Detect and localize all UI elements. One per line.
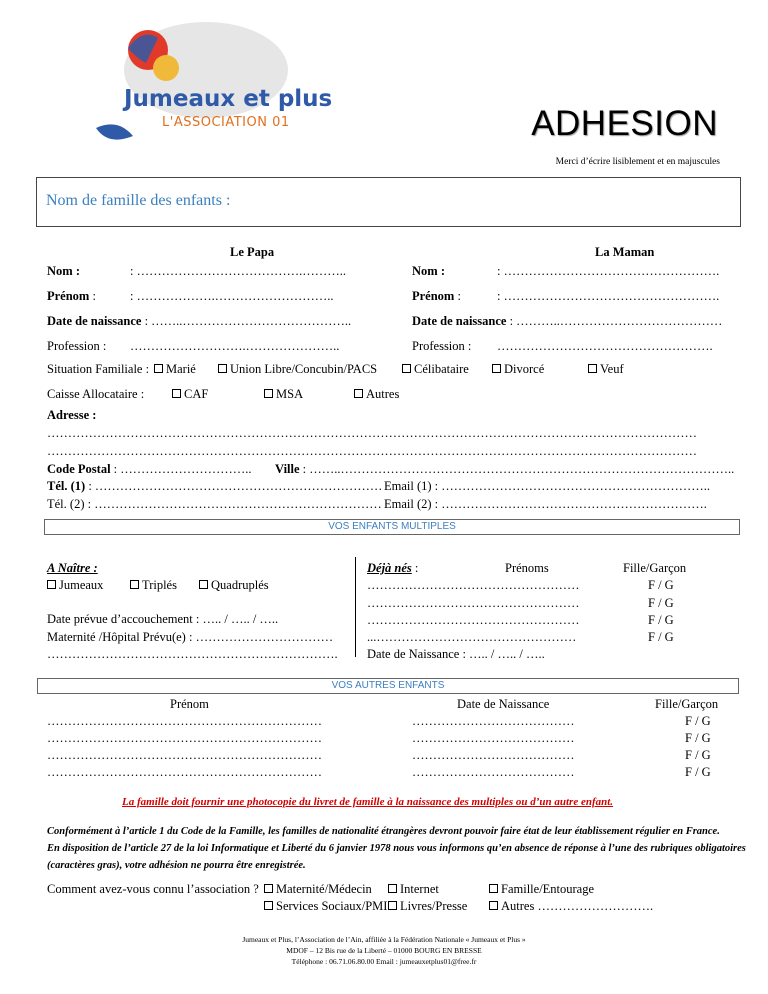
checkbox-icon[interactable] [172, 389, 181, 398]
option-jumeaux[interactable]: Jumeaux [47, 578, 103, 593]
source-option-maternite[interactable]: Maternité/Médecin [264, 882, 372, 897]
checkbox-icon[interactable] [130, 580, 139, 589]
multiples-prenom-field[interactable]: …………………………………………… [367, 613, 580, 627]
papa-profession-field[interactable]: ……………………….………………….. [130, 339, 340, 353]
maman-header: La Maman [595, 245, 655, 259]
email2-row[interactable]: Email (2) : ………………………………………………………. [384, 497, 707, 511]
logo-sub-text: L'ASSOCIATION 01 [162, 115, 290, 130]
papa-nom-field[interactable]: : ………………………………….……….. [130, 264, 346, 278]
autres-fg-field[interactable]: F / G [685, 714, 711, 728]
checkbox-icon[interactable] [402, 364, 411, 373]
multiples-date-naissance[interactable]: Date de Naissance : ….. / ….. / ….. [367, 647, 545, 661]
tel1-row[interactable]: Tél. (1) : …………………………………………………………… [47, 479, 383, 493]
papa-prenom-field[interactable]: : ……………….……………………….. [130, 289, 334, 303]
checkbox-icon[interactable] [154, 364, 163, 373]
multiples-dots-line[interactable]: ……………………………………………………………. [47, 647, 338, 661]
a-naitre-label: A Naître : [47, 561, 98, 575]
situation-option-veuf[interactable]: Veuf [588, 362, 624, 377]
maternite-row[interactable]: Maternité /Hôpital Prévu(e) : …………………………… [47, 630, 334, 644]
footer-line-2: MDOF – 12 Bis rue de la Liberté – 01000 BOURG EN BRESSE [286, 946, 482, 955]
autres-date-header: Date de Naissance [457, 697, 550, 711]
autres-prenom-field[interactable]: ………………………………………………………… [47, 714, 322, 728]
checkbox-icon[interactable] [489, 884, 498, 893]
legal-line-2: En disposition de l’article 27 de la loi Informatique et Liberté du 6 janvier 1978 nous vous informons qu’en absence de réponse à l’une des rubriques obligatoires [47, 843, 746, 854]
family-name-box[interactable] [36, 177, 741, 227]
autres-date-field[interactable]: ………………………………… [412, 748, 575, 762]
deja-nes-label: Déjà nés : [367, 561, 419, 575]
multiples-section-title: VOS ENFANTS MULTIPLES [328, 521, 456, 532]
multiples-fg-field[interactable]: F / G [648, 630, 674, 644]
autres-fg-field[interactable]: F / G [685, 731, 711, 745]
livret-notice: La famille doit fournir une photocopie du livret de famille à la naissance des multiples ou d’un autre enfant. [122, 796, 614, 808]
option-triples[interactable]: Triplés [130, 578, 177, 593]
papa-profession-label: Profession : [47, 339, 107, 353]
papa-prenom-label: Prénom : [47, 289, 96, 303]
maman-prenom-label: Prénom : [412, 289, 461, 303]
email1-row[interactable]: Email (1) : ……………………………………………………….. [384, 479, 711, 493]
autres-fg-field[interactable]: F / G [685, 765, 711, 779]
date-prevue-row[interactable]: Date prévue d’accouchement : ….. / ….. / ….. [47, 612, 279, 626]
checkbox-icon[interactable] [264, 884, 273, 893]
checkbox-icon[interactable] [264, 389, 273, 398]
multiples-prenom-field[interactable]: …………………………………………… [367, 596, 580, 610]
autres-date-field[interactable]: ………………………………… [412, 731, 575, 745]
caisse-option-autres[interactable]: Autres [354, 387, 399, 402]
multiples-prenom-field[interactable]: …………………………………………… [367, 578, 580, 592]
autres-section-header [37, 678, 739, 694]
source-option-autres[interactable]: Autres ………………………. [489, 899, 653, 914]
multiples-divider [355, 557, 356, 657]
source-option-famille[interactable]: Famille/Entourage [489, 882, 594, 897]
legal-line-1: Conformément à l’article 1 du Code de la Famille, les familles de nationalité étrangères devront pouvoir faire état de leur établissement régulier en France. [47, 826, 720, 837]
multiples-prenom-field[interactable]: ...………………………………………… [367, 630, 577, 644]
caisse-option-caf[interactable]: CAF [172, 387, 208, 402]
page-subtitle: Merci d’écrire lisiblement et en majuscules [555, 157, 720, 167]
maman-nom-label: Nom : [412, 264, 445, 278]
adresse-label: Adresse : [47, 408, 97, 422]
situation-option-divorce[interactable]: Divorcé [492, 362, 544, 377]
source-option-livres[interactable]: Livres/Presse [388, 899, 467, 914]
checkbox-icon[interactable] [388, 901, 397, 910]
source-question: Comment avez-vous connu l’association ? [47, 882, 259, 896]
autres-section-title: VOS AUTRES ENFANTS [331, 680, 445, 691]
maman-naissance-row[interactable]: Date de naissance : ………..………………………………… [412, 314, 723, 328]
autres-prenom-field[interactable]: ………………………………………………………… [47, 765, 322, 779]
multiples-fg-field[interactable]: F / G [648, 578, 674, 592]
adresse-line-1[interactable]: ………………………………………………………………………………………………………………………………………… [47, 426, 697, 440]
source-option-internet[interactable]: Internet [388, 882, 439, 897]
family-name-label: Nom de famille des enfants : [46, 192, 231, 209]
checkbox-icon[interactable] [388, 884, 397, 893]
multiples-fg-field[interactable]: F / G [648, 613, 674, 627]
situation-label: Situation Familiale : [47, 362, 150, 376]
checkbox-icon[interactable] [199, 580, 208, 589]
checkbox-icon[interactable] [492, 364, 501, 373]
maman-nom-field[interactable]: : ……………………………………………. [497, 264, 720, 278]
tel2-row[interactable]: Tél. (2) : …………………………………………………………… [47, 497, 382, 511]
papa-nom-label: Nom : [47, 264, 80, 278]
maman-profession-field[interactable]: ……………………………………………. [497, 339, 713, 353]
checkbox-icon[interactable] [489, 901, 498, 910]
autres-date-field[interactable]: ………………………………… [412, 765, 575, 779]
prenoms-header: Prénoms [505, 561, 549, 575]
papa-naissance-row[interactable]: Date de naissance : ……..………………………………….. [47, 314, 352, 328]
checkbox-icon[interactable] [354, 389, 363, 398]
source-option-services[interactable]: Services Sociaux/PMI [264, 899, 387, 914]
checkbox-icon[interactable] [218, 364, 227, 373]
checkbox-icon[interactable] [588, 364, 597, 373]
situation-option-celibataire[interactable]: Célibataire [402, 362, 469, 377]
option-quadruples[interactable]: Quadruplés [199, 578, 269, 593]
multiples-fg-field[interactable]: F / G [648, 596, 674, 610]
logo [88, 8, 333, 148]
legal-line-3: (caractères gras), votre adhésion ne pourra être enregistrée. [47, 860, 306, 871]
autres-date-field[interactable]: ………………………………… [412, 714, 575, 728]
autres-prenom-field[interactable]: ………………………………………………………… [47, 748, 322, 762]
footer-line-3: Téléphone : 06.71.06.80.00 Email : jumeauxetplus01@free.fr [291, 957, 477, 966]
multiples-section-header [44, 519, 740, 535]
fille-garcon-header: Fille/Garçon [623, 561, 687, 575]
maman-prenom-field[interactable]: : ……………………………………………. [497, 289, 720, 303]
footer-line-1: Jumeaux et Plus, l’Association de l’Ain, affiliée à la Fédération Nationale « Jumeaux et Plus » [242, 935, 526, 944]
situation-option-marie[interactable]: Marié [154, 362, 196, 377]
autres-prenom-header: Prénom [170, 697, 209, 711]
logo-main-text: Jumeaux et plus [124, 86, 333, 112]
code-postal-row[interactable]: Code Postal : ………………………….. [47, 462, 252, 476]
page-title: ADHESION [531, 104, 718, 143]
ville-row[interactable]: Ville : ……..………………………………………………………………………………….. [275, 462, 735, 476]
caisse-option-msa[interactable]: MSA [264, 387, 303, 402]
checkbox-icon[interactable] [47, 580, 56, 589]
autres-fg-field[interactable]: F / G [685, 748, 711, 762]
adresse-line-2[interactable]: ………………………………………………………………………………………………………………………………………… [47, 444, 697, 458]
maman-profession-label: Profession : [412, 339, 472, 353]
autres-fg-header: Fille/Garçon [655, 697, 719, 711]
caisse-label: Caisse Allocataire : [47, 387, 145, 401]
autres-prenom-field[interactable]: ………………………………………………………… [47, 731, 322, 745]
papa-header: Le Papa [230, 245, 275, 259]
situation-option-union[interactable]: Union Libre/Concubin/PACS [218, 362, 377, 377]
checkbox-icon[interactable] [264, 901, 273, 910]
